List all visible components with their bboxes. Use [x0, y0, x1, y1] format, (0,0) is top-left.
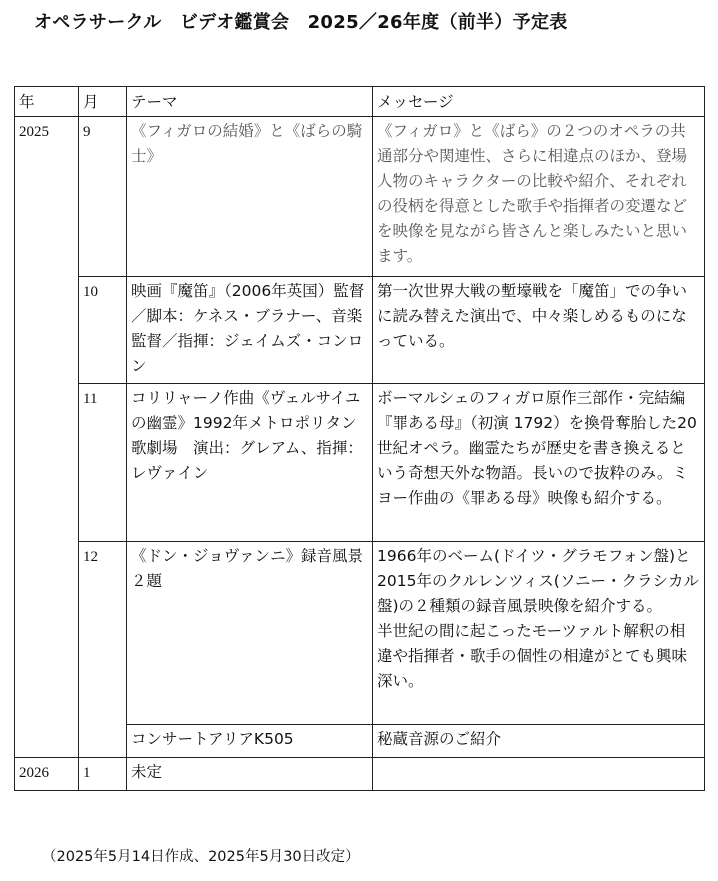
message-cell: 《フィガロ》と《ばら》の２つのオペラの共通部分や関連性、さらに相違点のほか、登場人物のキャラクターの比較や紹介、それぞれの役柄を得意とした歌手や指揮者の変遷などを映像を見ながら皆さんと楽しみたいと思います。: [373, 117, 705, 277]
message-cell: ボーマルシェのフィガロ原作三部作・完結編『罪ある母』（初演 1792）を換骨奪胎した20世紀オペラ。幽霊たちが歴史を書き換えるという奇想天外な物語。長いので抜粋のみ。ミヨー作曲の《罪ある母》映像も紹介する。: [373, 384, 705, 542]
header-message: メッセージ: [373, 87, 705, 117]
footer-note: （2025年5月14日作成、2025年5月30日改定）: [42, 849, 360, 865]
table-row: [15, 117, 705, 277]
table-row: [15, 758, 705, 791]
table-row: [15, 542, 705, 725]
message-cell: [373, 542, 705, 725]
month-cell: 12: [79, 542, 127, 758]
table-row: [15, 277, 705, 384]
page-title: オペラサークル ビデオ鑑賞会 2025／26年度（前半）予定表: [34, 12, 568, 33]
year-cell: 2025: [15, 117, 79, 758]
message-cell: 第一次世界大戦の塹壕戦を「魔笛」での争いに読み替えた演出で、中々楽しめるものになっている。: [373, 277, 705, 384]
theme-cell: 映画『魔笛』（2006年英国）監督／脚本：ケネス・ブラナー、音楽監督／指揮：ジェイムズ・コンロン: [127, 277, 373, 384]
month-cell: 9: [79, 117, 127, 277]
month-cell: 1: [79, 758, 127, 791]
theme-cell: 《ドン・ジョヴァンニ》録音風景２題: [127, 542, 373, 725]
table-header-row: [15, 87, 705, 117]
schedule-table: [14, 86, 705, 791]
message-paragraph: 半世紀の間に起こったモーツァルト解釈の相違や指揮者・歌手の個性の相違がとても興味深い。: [377, 622, 688, 690]
table-row: [15, 384, 705, 542]
header-month: 月: [79, 87, 127, 117]
header-theme: テーマ: [127, 87, 373, 117]
month-cell: 11: [79, 384, 127, 542]
theme-cell: コリリャーノ作曲《ヴェルサイユの幽霊》1992年メトロポリタン歌劇場 演出：グレアム、指揮：レヴァイン: [127, 384, 373, 542]
message-paragraph: 1966年のベーム(ドイツ・グラモフォン盤)と2015年のクルレンツィス(ソニー・クラシカル盤)の２種類の録音風景映像を紹介する。: [377, 547, 700, 615]
message-cell: 秘蔵音源のご紹介: [373, 725, 705, 758]
theme-cell: 《フィガロの結婚》と《ばらの騎士》: [127, 117, 373, 277]
theme-cell: 未定: [127, 758, 373, 791]
header-year: 年: [15, 87, 79, 117]
year-cell: 2026: [15, 758, 79, 791]
month-cell: 10: [79, 277, 127, 384]
message-cell: [373, 758, 705, 791]
theme-cell: コンサートアリアK505: [127, 725, 373, 758]
